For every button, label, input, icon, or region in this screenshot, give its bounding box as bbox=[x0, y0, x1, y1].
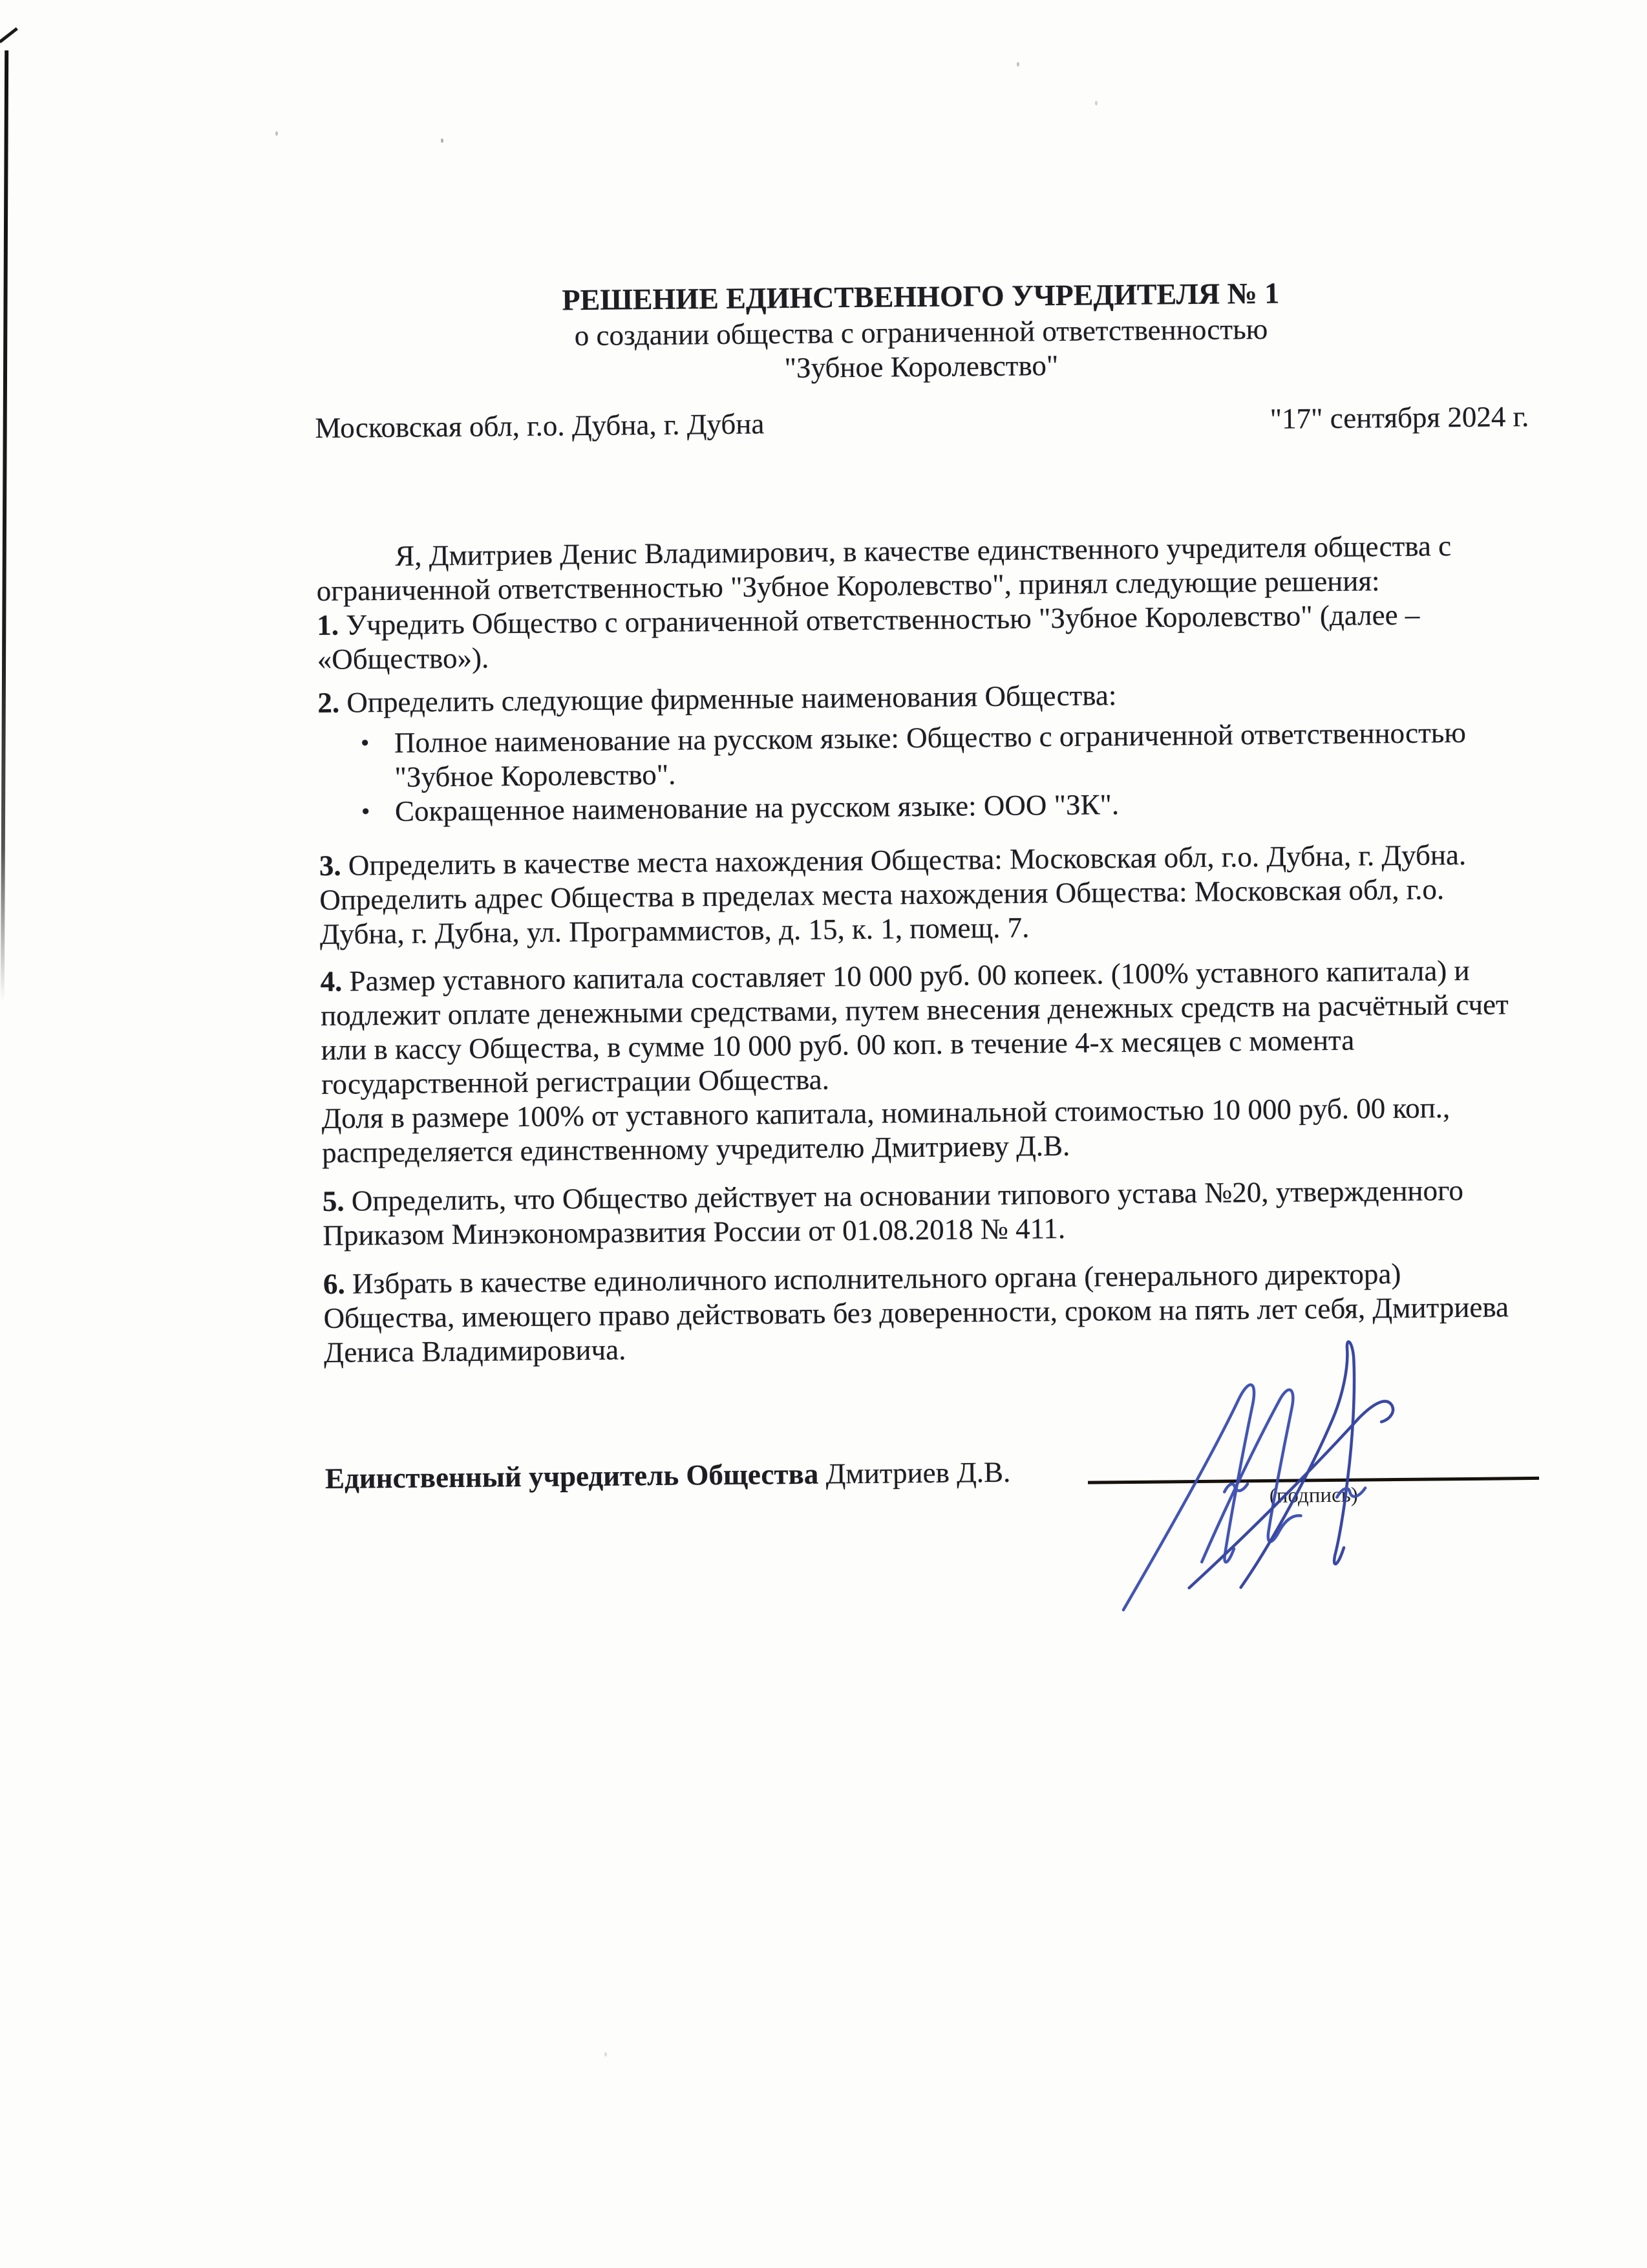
bullet-list bbox=[318, 715, 1533, 829]
decision-item-6 bbox=[323, 1256, 1538, 1370]
bullet-icon: • bbox=[360, 729, 370, 757]
item-text: Определить следующие фирменные наименования Общества: bbox=[346, 679, 1117, 719]
decision-item-4 bbox=[320, 953, 1536, 1170]
item-text: Определить, что Общество действует на основании типового устава №20, утвержденного Приказом Минэкономразвития России от 01.08.2018 № 411. bbox=[323, 1174, 1464, 1252]
bullet-item bbox=[361, 715, 1533, 795]
document-subtitle-line1: о создании общества с ограниченной ответственностью bbox=[574, 312, 1268, 352]
document-content bbox=[311, 0, 1539, 1519]
bullet-text: Сокращенное наименование на русском языке: ООО "ЗК". bbox=[394, 788, 1120, 828]
place-date-row bbox=[315, 400, 1529, 445]
signature-role-label: Единственный учредитель Общества bbox=[324, 1457, 819, 1495]
signature-row bbox=[325, 1450, 1540, 1519]
scanner-corner-artifact bbox=[0, 27, 18, 43]
item-number: 6. bbox=[323, 1267, 346, 1300]
item-text-continued: Доля в размере 100% от уставного капитала, номинальной стоимостью 10 000 руб. 00 коп., распределяется единственному учредителю Дмитриеву Д.В. bbox=[321, 1091, 1450, 1169]
item-number: 3. bbox=[319, 849, 341, 882]
item-text: Размер уставного капитала составляет 10 000 руб. 00 копеек. (100% уставного капитала) и подлежит оплате денежными средствами, путем внесения денежных средств на расчётный счет или в кассу Общества, в сумме 10 000 руб. 00 коп. в течение 4-х месяцев с момента государственной регистрации Общества. bbox=[320, 954, 1509, 1100]
item-number: 4. bbox=[320, 965, 343, 998]
item-text: Определить в качестве места нахождения Общества: Московская обл, г.о. Дубна, г. Дубна. bbox=[348, 838, 1467, 882]
decision-item-5 bbox=[323, 1173, 1537, 1253]
decision-item-1 bbox=[317, 597, 1531, 677]
document-subtitle-line2: "Зубное Королевство" bbox=[784, 348, 1059, 385]
item-text: Учредить Общество с ограниченной ответственностью "Зубное Королевство" (далее – «Общество»). bbox=[317, 598, 1420, 676]
scan-speck bbox=[275, 131, 278, 136]
decision-item-3 bbox=[319, 837, 1534, 952]
signature-line-area bbox=[1088, 1450, 1540, 1512]
signature-label bbox=[325, 1455, 1011, 1519]
signature-caption: (подпись) bbox=[1269, 1483, 1358, 1508]
item-text: Избрать в качестве единоличного исполнительного органа (генерального директора) Общества, имеющего право действовать без доверенности, сроком на пять лет себя, Дмитриева Дениса Владимировича. bbox=[323, 1257, 1509, 1369]
date-text: "17" сентября 2024 г. bbox=[1270, 400, 1529, 435]
place-text: Московская обл, г.о. Дубна, г. Дубна bbox=[315, 407, 765, 445]
scanner-edge-artifact bbox=[1, 50, 8, 1001]
item-number: 2. bbox=[317, 686, 340, 720]
item-text-continued: Определить адрес Общества в пределах места нахождения Общества: Московская обл, г.о. Дубна, г. Дубна, ул. Программистов, д. 15, к. 1, помещ. 7. bbox=[319, 873, 1445, 950]
signature-person-name: Дмитриев Д.В. bbox=[825, 1455, 1011, 1490]
scan-speck bbox=[604, 2052, 607, 2057]
document-title: РЕШЕНИЕ ЕДИНСТВЕННОГО УЧРЕДИТЕЛЯ № 1 bbox=[562, 276, 1280, 317]
intro-and-item1 bbox=[316, 528, 1531, 677]
decision-item-2 bbox=[317, 674, 1533, 829]
item-number: 5. bbox=[322, 1184, 345, 1217]
bullet-text: Полное наименование на русском языке: Общество с ограниченной ответственностью "Зубное Королевство". bbox=[394, 716, 1467, 793]
intro-paragraph: Я, Дмитриев Денис Владимирович, в качестве единственного учредителя общества с ограниченной ответственностью "Зубное Королевство", принял следующие решения: bbox=[316, 530, 1452, 608]
item-number: 1. bbox=[317, 608, 339, 642]
bullet-icon: • bbox=[361, 798, 370, 826]
